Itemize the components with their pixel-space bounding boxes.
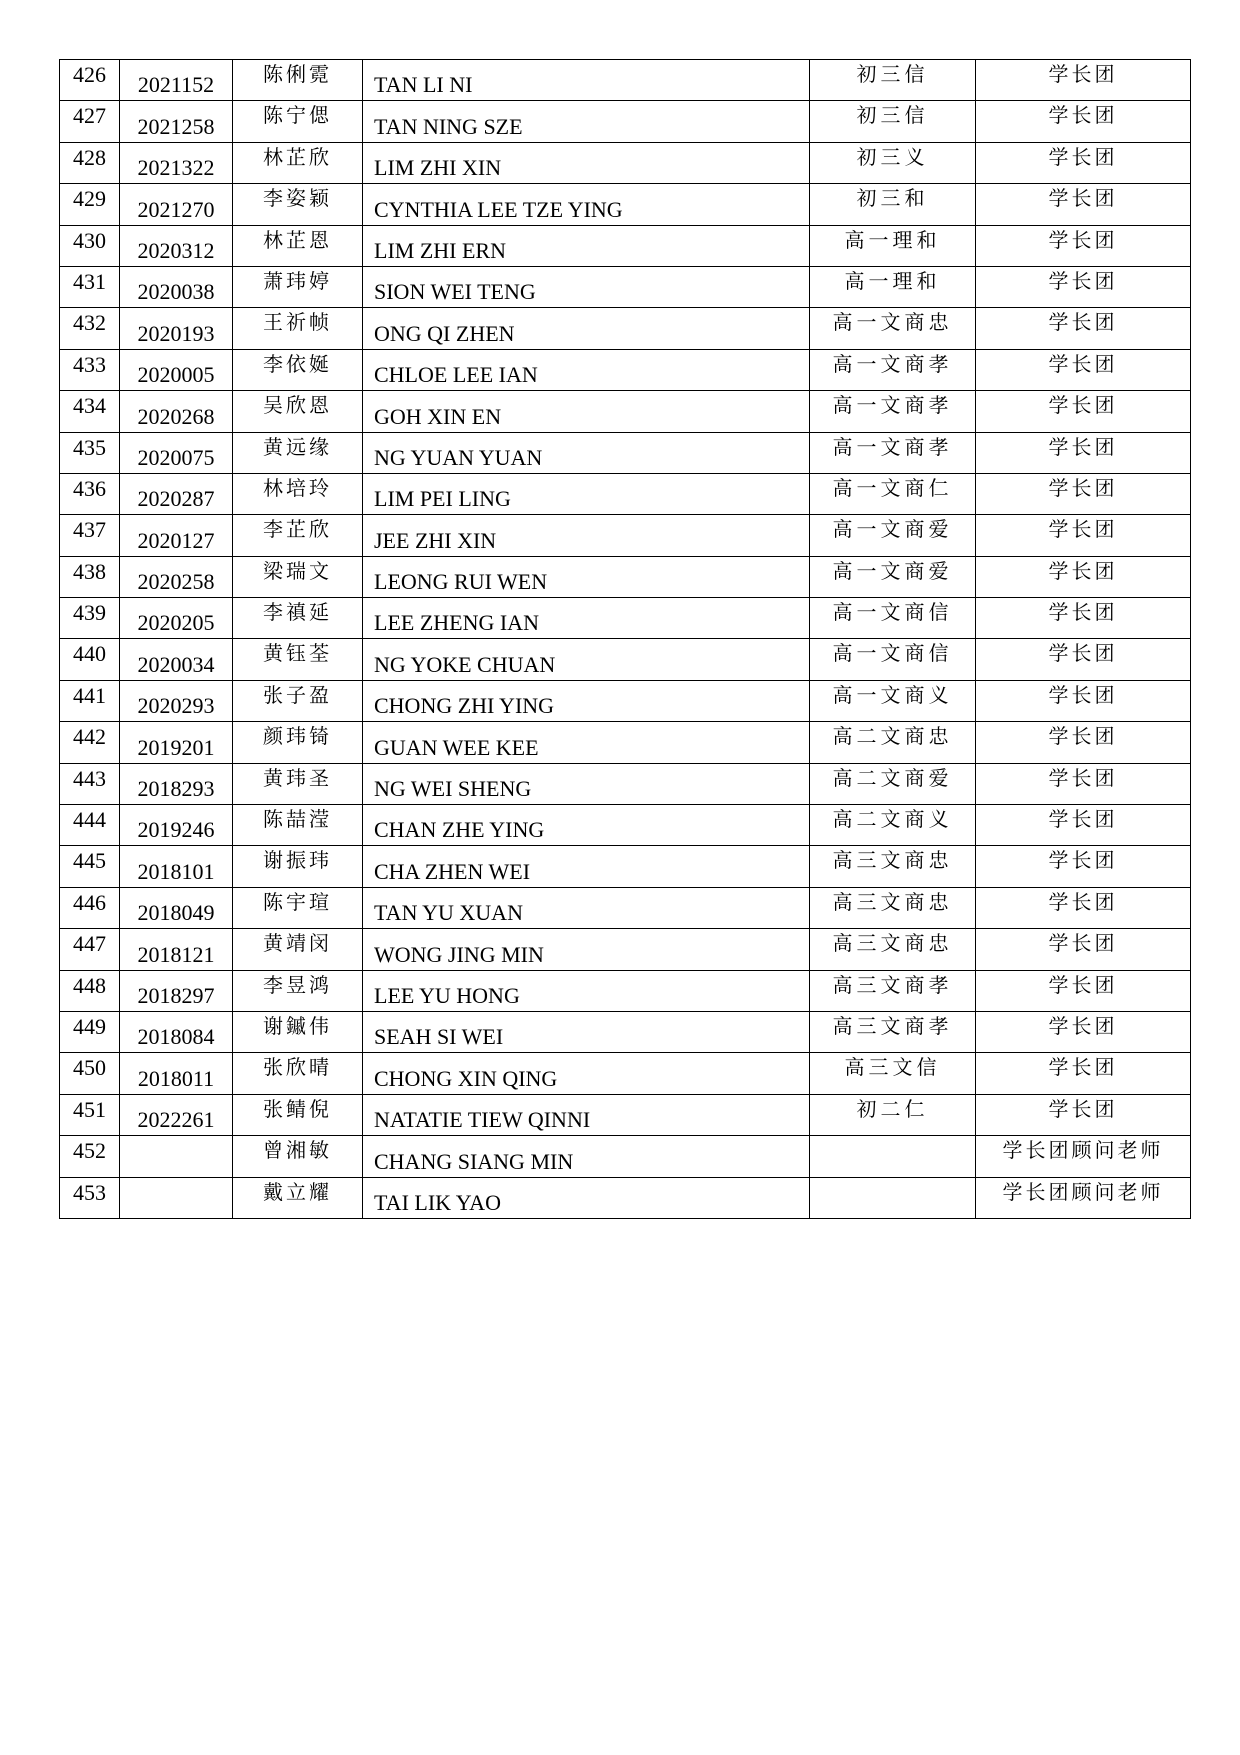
student-id-cell: 2020287 — [120, 473, 233, 514]
chinese-name-cell: 陈宇瑄 — [233, 887, 363, 928]
row-number-cell: 440 — [60, 639, 120, 680]
role-cell: 学长团 — [976, 266, 1191, 307]
chinese-name-cell: 李依娫 — [233, 349, 363, 390]
student-id-cell: 2020268 — [120, 391, 233, 432]
chinese-name-cell: 黄靖闵 — [233, 929, 363, 970]
table-row — [60, 598, 1191, 639]
class-cell: 高三文商忠 — [810, 887, 976, 928]
chinese-name-cell: 李姿颖 — [233, 184, 363, 225]
table-row — [60, 515, 1191, 556]
class-cell: 高三文商忠 — [810, 846, 976, 887]
row-number-cell: 427 — [60, 101, 120, 142]
student-id-cell: 2021322 — [120, 142, 233, 183]
student-id-cell: 2020193 — [120, 308, 233, 349]
role-cell: 学长团 — [976, 432, 1191, 473]
table-row — [60, 101, 1191, 142]
student-id-cell: 2020127 — [120, 515, 233, 556]
chinese-name-cell: 张欣晴 — [233, 1053, 363, 1094]
english-name-cell: GOH XIN EN — [363, 391, 810, 432]
table-row — [60, 1136, 1191, 1177]
role-cell: 学长团 — [976, 225, 1191, 266]
english-name-cell: LEE YU HONG — [363, 970, 810, 1011]
chinese-name-cell: 林芷欣 — [233, 142, 363, 183]
class-cell: 高一文商信 — [810, 639, 976, 680]
chinese-name-cell: 黄钰荃 — [233, 639, 363, 680]
english-name-cell: LEE ZHENG IAN — [363, 598, 810, 639]
class-cell: 高一文商孝 — [810, 349, 976, 390]
table-row — [60, 349, 1191, 390]
chinese-name-cell: 曾湘敏 — [233, 1136, 363, 1177]
role-cell: 学长团 — [976, 515, 1191, 556]
class-cell: 高一理和 — [810, 266, 976, 307]
role-cell: 学长团 — [976, 970, 1191, 1011]
row-number-cell: 449 — [60, 1011, 120, 1052]
chinese-name-cell: 黄玮圣 — [233, 763, 363, 804]
english-name-cell: TAN LI NI — [363, 60, 810, 101]
table-row — [60, 225, 1191, 266]
english-name-cell: LIM PEI LING — [363, 473, 810, 514]
english-name-cell: NG YUAN YUAN — [363, 432, 810, 473]
table-row — [60, 805, 1191, 846]
english-name-cell: GUAN WEE KEE — [363, 722, 810, 763]
student-id-cell: 2018049 — [120, 887, 233, 928]
student-id-cell: 2021258 — [120, 101, 233, 142]
row-number-cell: 435 — [60, 432, 120, 473]
english-name-cell: NG WEI SHENG — [363, 763, 810, 804]
member-roster-table — [59, 59, 1191, 1219]
class-cell: 初三信 — [810, 101, 976, 142]
english-name-cell: CHA ZHEN WEI — [363, 846, 810, 887]
row-number-cell: 450 — [60, 1053, 120, 1094]
table-row — [60, 308, 1191, 349]
table-row — [60, 432, 1191, 473]
english-name-cell: LIM ZHI ERN — [363, 225, 810, 266]
role-cell: 学长团 — [976, 1011, 1191, 1052]
row-number-cell: 429 — [60, 184, 120, 225]
role-cell: 学长团 — [976, 184, 1191, 225]
english-name-cell: LEONG RUI WEN — [363, 556, 810, 597]
english-name-cell: ONG QI ZHEN — [363, 308, 810, 349]
role-cell: 学长团 — [976, 60, 1191, 101]
student-id-cell: 2019246 — [120, 805, 233, 846]
class-cell: 高一文商仁 — [810, 473, 976, 514]
row-number-cell: 439 — [60, 598, 120, 639]
table-row — [60, 142, 1191, 183]
chinese-name-cell: 黄远缘 — [233, 432, 363, 473]
student-id-cell: 2021270 — [120, 184, 233, 225]
english-name-cell: CHANG SIANG MIN — [363, 1136, 810, 1177]
student-id-cell: 2018011 — [120, 1053, 233, 1094]
role-cell: 学长团 — [976, 101, 1191, 142]
class-cell: 初三信 — [810, 60, 976, 101]
table-row — [60, 887, 1191, 928]
row-number-cell: 438 — [60, 556, 120, 597]
class-cell: 高一文商爱 — [810, 515, 976, 556]
class-cell: 初三义 — [810, 142, 976, 183]
role-cell: 学长团 — [976, 598, 1191, 639]
role-cell: 学长团顾问老师 — [976, 1177, 1191, 1218]
class-cell: 高一理和 — [810, 225, 976, 266]
chinese-name-cell: 萧玮婷 — [233, 266, 363, 307]
row-number-cell: 437 — [60, 515, 120, 556]
table-row — [60, 1053, 1191, 1094]
role-cell: 学长团 — [976, 722, 1191, 763]
english-name-cell: NG YOKE CHUAN — [363, 639, 810, 680]
chinese-name-cell: 吴欣恩 — [233, 391, 363, 432]
class-cell: 初二仁 — [810, 1094, 976, 1135]
chinese-name-cell: 张子盈 — [233, 680, 363, 721]
student-id-cell: 2018084 — [120, 1011, 233, 1052]
english-name-cell: JEE ZHI XIN — [363, 515, 810, 556]
student-id-cell: 2022261 — [120, 1094, 233, 1135]
table-row — [60, 1094, 1191, 1135]
row-number-cell: 432 — [60, 308, 120, 349]
table-row — [60, 473, 1191, 514]
class-cell: 高一文商爱 — [810, 556, 976, 597]
student-id-cell: 2020034 — [120, 639, 233, 680]
role-cell: 学长团 — [976, 887, 1191, 928]
role-cell: 学长团 — [976, 680, 1191, 721]
student-id-cell: 2020005 — [120, 349, 233, 390]
class-cell: 高一文商孝 — [810, 391, 976, 432]
table-row — [60, 1011, 1191, 1052]
row-number-cell: 447 — [60, 929, 120, 970]
class-cell — [810, 1136, 976, 1177]
chinese-name-cell: 谢鏚伟 — [233, 1011, 363, 1052]
row-number-cell: 442 — [60, 722, 120, 763]
student-id-cell: 2021152 — [120, 60, 233, 101]
student-id-cell: 2020075 — [120, 432, 233, 473]
role-cell: 学长团顾问老师 — [976, 1136, 1191, 1177]
english-name-cell: NATATIE TIEW QINNI — [363, 1094, 810, 1135]
role-cell: 学长团 — [976, 556, 1191, 597]
table-row — [60, 763, 1191, 804]
row-number-cell: 445 — [60, 846, 120, 887]
student-id-cell: 2018297 — [120, 970, 233, 1011]
table-row — [60, 929, 1191, 970]
row-number-cell: 431 — [60, 266, 120, 307]
chinese-name-cell: 李禛延 — [233, 598, 363, 639]
chinese-name-cell: 陈喆滢 — [233, 805, 363, 846]
chinese-name-cell: 王祈帧 — [233, 308, 363, 349]
row-number-cell: 444 — [60, 805, 120, 846]
role-cell: 学长团 — [976, 308, 1191, 349]
table-row — [60, 184, 1191, 225]
table-row — [60, 60, 1191, 101]
row-number-cell: 430 — [60, 225, 120, 266]
row-number-cell: 436 — [60, 473, 120, 514]
class-cell: 高一文商忠 — [810, 308, 976, 349]
row-number-cell: 451 — [60, 1094, 120, 1135]
table-row — [60, 391, 1191, 432]
chinese-name-cell: 张鲭倪 — [233, 1094, 363, 1135]
class-cell: 高一文商信 — [810, 598, 976, 639]
class-cell: 高三文信 — [810, 1053, 976, 1094]
english-name-cell: CHONG ZHI YING — [363, 680, 810, 721]
class-cell: 高二文商忠 — [810, 722, 976, 763]
table-row — [60, 1177, 1191, 1218]
chinese-name-cell: 谢振玮 — [233, 846, 363, 887]
table-row — [60, 266, 1191, 307]
table-row — [60, 846, 1191, 887]
chinese-name-cell: 李芷欣 — [233, 515, 363, 556]
student-id-cell — [120, 1136, 233, 1177]
chinese-name-cell: 陈俐霓 — [233, 60, 363, 101]
class-cell: 高二文商义 — [810, 805, 976, 846]
chinese-name-cell: 李昱鸿 — [233, 970, 363, 1011]
role-cell: 学长团 — [976, 929, 1191, 970]
class-cell: 初三和 — [810, 184, 976, 225]
english-name-cell: WONG JING MIN — [363, 929, 810, 970]
chinese-name-cell: 戴立耀 — [233, 1177, 363, 1218]
role-cell: 学长团 — [976, 142, 1191, 183]
role-cell: 学长团 — [976, 349, 1191, 390]
row-number-cell: 441 — [60, 680, 120, 721]
student-id-cell: 2020293 — [120, 680, 233, 721]
row-number-cell: 452 — [60, 1136, 120, 1177]
class-cell: 高一文商义 — [810, 680, 976, 721]
student-id-cell: 2018101 — [120, 846, 233, 887]
class-cell — [810, 1177, 976, 1218]
row-number-cell: 433 — [60, 349, 120, 390]
role-cell: 学长团 — [976, 639, 1191, 680]
english-name-cell: SEAH SI WEI — [363, 1011, 810, 1052]
student-id-cell: 2018121 — [120, 929, 233, 970]
class-cell: 高二文商爱 — [810, 763, 976, 804]
row-number-cell: 428 — [60, 142, 120, 183]
roster-body — [60, 60, 1191, 1219]
english-name-cell: LIM ZHI XIN — [363, 142, 810, 183]
chinese-name-cell: 梁瑞文 — [233, 556, 363, 597]
student-id-cell: 2020205 — [120, 598, 233, 639]
english-name-cell: CHLOE LEE IAN — [363, 349, 810, 390]
row-number-cell: 453 — [60, 1177, 120, 1218]
role-cell: 学长团 — [976, 1053, 1191, 1094]
role-cell: 学长团 — [976, 805, 1191, 846]
english-name-cell: TAN YU XUAN — [363, 887, 810, 928]
row-number-cell: 426 — [60, 60, 120, 101]
english-name-cell: SION WEI TENG — [363, 266, 810, 307]
role-cell: 学长团 — [976, 473, 1191, 514]
student-id-cell: 2020258 — [120, 556, 233, 597]
row-number-cell: 434 — [60, 391, 120, 432]
chinese-name-cell: 陈宁偲 — [233, 101, 363, 142]
class-cell: 高三文商孝 — [810, 1011, 976, 1052]
table-row — [60, 556, 1191, 597]
student-id-cell: 2019201 — [120, 722, 233, 763]
student-id-cell — [120, 1177, 233, 1218]
english-name-cell: TAN NING SZE — [363, 101, 810, 142]
row-number-cell: 443 — [60, 763, 120, 804]
role-cell: 学长团 — [976, 391, 1191, 432]
role-cell: 学长团 — [976, 763, 1191, 804]
class-cell: 高一文商孝 — [810, 432, 976, 473]
row-number-cell: 448 — [60, 970, 120, 1011]
table-row — [60, 970, 1191, 1011]
english-name-cell: CHAN ZHE YING — [363, 805, 810, 846]
chinese-name-cell: 颜玮锜 — [233, 722, 363, 763]
class-cell: 高三文商忠 — [810, 929, 976, 970]
chinese-name-cell: 林培玲 — [233, 473, 363, 514]
table-row — [60, 722, 1191, 763]
english-name-cell: CHONG XIN QING — [363, 1053, 810, 1094]
student-id-cell: 2020038 — [120, 266, 233, 307]
role-cell: 学长团 — [976, 1094, 1191, 1135]
english-name-cell: CYNTHIA LEE TZE YING — [363, 184, 810, 225]
english-name-cell: TAI LIK YAO — [363, 1177, 810, 1218]
chinese-name-cell: 林芷恩 — [233, 225, 363, 266]
row-number-cell: 446 — [60, 887, 120, 928]
role-cell: 学长团 — [976, 846, 1191, 887]
student-id-cell: 2020312 — [120, 225, 233, 266]
table-row — [60, 680, 1191, 721]
class-cell: 高三文商孝 — [810, 970, 976, 1011]
table-row — [60, 639, 1191, 680]
student-id-cell: 2018293 — [120, 763, 233, 804]
